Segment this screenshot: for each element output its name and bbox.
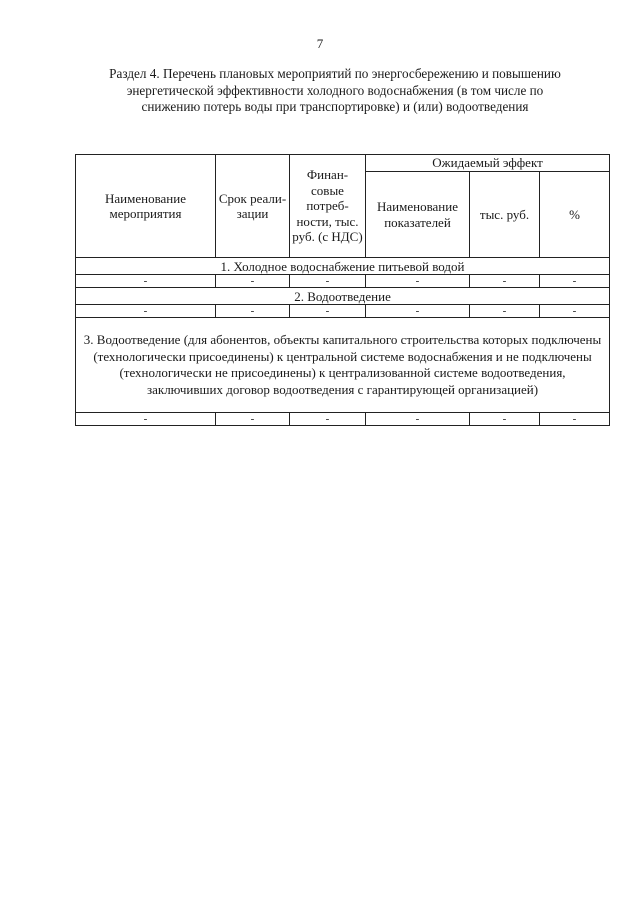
table-cell: -: [76, 275, 216, 288]
header-percent: %: [540, 172, 610, 258]
table-cell: -: [290, 413, 366, 426]
section-row: [76, 318, 610, 413]
table-cell: -: [76, 305, 216, 318]
table-cell: -: [290, 275, 366, 288]
section-title-sewerage-subscribers: 3. Водоотведение (для абонентов, объекты капитального строительства которых подключены (технологически присоединены) к центральной системе водоснабжения и не подключены (технологически не присоединены) к централизованной системе водоотведения, заключивших договор водоотведения с гарантирующей организацией): [76, 318, 610, 413]
table-cell: -: [366, 275, 470, 288]
header-expected-effect: Ожидаемый эффект: [366, 155, 610, 172]
header-row: [76, 155, 610, 172]
header-finance: Финан-совые потреб-ности, тыс. руб. (с НДС): [290, 155, 366, 258]
table-cell: -: [540, 413, 610, 426]
table-cell: -: [290, 305, 366, 318]
table-row: [76, 305, 610, 318]
section-title-cold-water: 1. Холодное водоснабжение питьевой водой: [76, 258, 610, 275]
section-row: [76, 288, 610, 305]
section-row: [76, 258, 610, 275]
table-cell: -: [470, 413, 540, 426]
section-title-sewerage: 2. Водоотведение: [76, 288, 610, 305]
table-cell: -: [216, 275, 290, 288]
page-number: 7: [316, 36, 324, 51]
header-thousand-rub: тыс. руб.: [470, 172, 540, 258]
table-cell: -: [366, 413, 470, 426]
table-cell: -: [540, 275, 610, 288]
table-cell: -: [216, 305, 290, 318]
table-cell: -: [216, 413, 290, 426]
section-title: Раздел 4. Перечень плановых мероприятий по энергосбережению и повышению энергетической эффективности холодного водоснабжения (в том числе по снижению потерь воды при транспортировке) и (или) водоотведения: [109, 66, 561, 114]
measures-table: [75, 154, 610, 426]
header-measure-name: Наименование мероприятия: [76, 155, 216, 258]
table-row: [76, 275, 610, 288]
table-row: [76, 413, 610, 426]
table-cell: -: [470, 305, 540, 318]
header-indicator: Наименование показателей: [366, 172, 470, 258]
table-cell: -: [470, 275, 540, 288]
header-term: Срок реали-зации: [216, 155, 290, 258]
table-cell: -: [76, 413, 216, 426]
table-cell: -: [540, 305, 610, 318]
table-cell: -: [366, 305, 470, 318]
